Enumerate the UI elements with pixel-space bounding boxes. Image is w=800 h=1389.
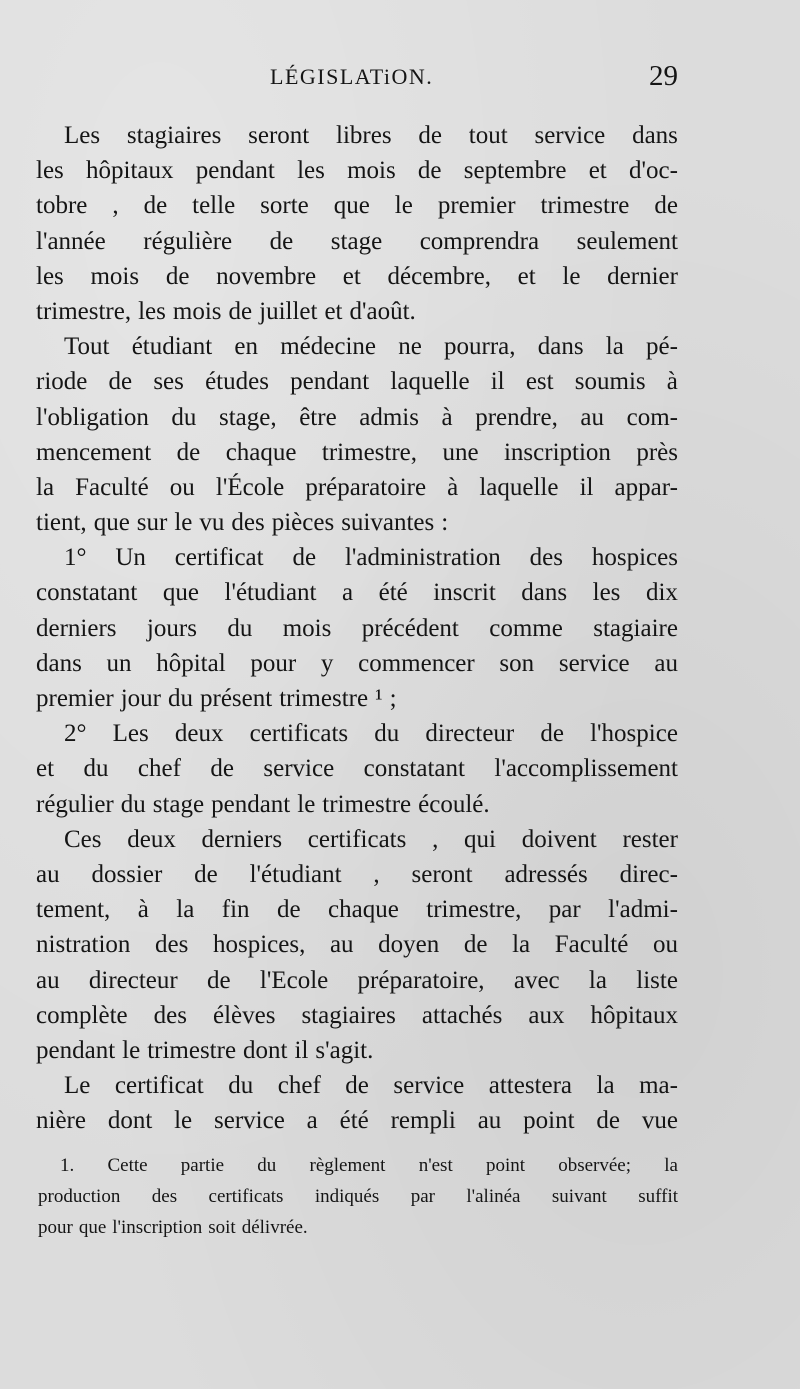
word: les xyxy=(36,262,64,290)
word: liste xyxy=(636,966,678,994)
word: pendant xyxy=(36,1036,116,1064)
word: ses xyxy=(153,368,184,396)
word: pour xyxy=(250,649,297,677)
word: études xyxy=(205,368,269,396)
word: d'août. xyxy=(349,297,416,325)
word: Tout xyxy=(64,333,110,361)
word: à xyxy=(666,368,678,396)
word: l'inscription xyxy=(112,1217,203,1238)
word: la xyxy=(605,333,624,361)
text-line xyxy=(36,751,678,786)
word: ne xyxy=(398,333,422,361)
word: production xyxy=(38,1186,121,1207)
word: 1° xyxy=(64,544,87,572)
word: service xyxy=(534,122,606,149)
word: certificat xyxy=(114,1072,204,1100)
word: au xyxy=(36,860,60,888)
word: inscription xyxy=(503,438,611,466)
word: son xyxy=(499,649,535,677)
word: Le xyxy=(64,1072,91,1100)
word: comme xyxy=(489,614,563,642)
word: premier xyxy=(437,192,516,220)
word: tout xyxy=(468,122,508,149)
word: : xyxy=(441,509,449,537)
word: deux xyxy=(127,825,176,853)
word: dans xyxy=(537,333,584,361)
word: été xyxy=(378,579,408,607)
word: des xyxy=(151,1186,178,1207)
word: le xyxy=(394,192,413,220)
word: a xyxy=(306,1107,318,1135)
word: précédent xyxy=(361,614,459,642)
word: de xyxy=(194,860,218,888)
word: point xyxy=(485,1155,525,1176)
word: partie xyxy=(180,1155,225,1176)
text-line xyxy=(36,575,678,610)
word: le xyxy=(174,509,193,537)
word: est xyxy=(525,368,554,396)
word: com- xyxy=(626,403,678,431)
word: vu xyxy=(199,509,225,537)
word: à xyxy=(441,403,453,431)
text-line xyxy=(36,857,678,892)
word: premier xyxy=(36,685,114,712)
word: pé- xyxy=(646,333,678,361)
text-line xyxy=(36,681,678,716)
word: doyen xyxy=(378,931,440,959)
word: derniers xyxy=(36,614,117,642)
word: rester xyxy=(622,825,678,853)
running-head xyxy=(38,62,678,96)
word: de xyxy=(345,1072,369,1100)
word: nistration xyxy=(36,931,131,959)
word: de xyxy=(269,227,294,255)
word: l'obligation xyxy=(36,403,149,431)
word: régulière xyxy=(143,227,233,255)
word: chaque xyxy=(225,438,297,466)
word: inscrit xyxy=(433,579,496,607)
word: il xyxy=(490,368,505,396)
word: , xyxy=(112,192,119,220)
word: aux xyxy=(528,1001,565,1029)
text-line xyxy=(36,1033,678,1068)
word: riode xyxy=(36,368,88,396)
word: laquelle xyxy=(479,473,559,501)
word: du xyxy=(257,1155,277,1176)
word: soumis xyxy=(574,368,646,396)
word: que xyxy=(333,192,370,220)
word: trimestre, xyxy=(36,297,132,325)
word: rempli xyxy=(390,1107,456,1135)
word: 2° xyxy=(64,720,87,748)
footnote-line xyxy=(38,1212,678,1243)
word: hôpitaux xyxy=(86,157,174,185)
word: a xyxy=(342,579,354,607)
word: Ces xyxy=(64,825,102,853)
word: service xyxy=(214,1107,285,1135)
word: certificats xyxy=(307,825,407,853)
word: telle xyxy=(192,192,236,220)
word: y xyxy=(320,649,334,677)
word: avec xyxy=(513,966,560,994)
word: , xyxy=(432,825,439,853)
word: commencer xyxy=(358,649,475,677)
word: au xyxy=(477,1107,502,1135)
word: écoulé. xyxy=(418,790,490,818)
word: 1. xyxy=(60,1155,75,1176)
word: jours xyxy=(146,614,197,642)
footnote xyxy=(38,1150,678,1243)
word: comprendra xyxy=(419,227,540,255)
word: du xyxy=(168,685,194,712)
word: l'Ecole xyxy=(259,966,329,994)
word: de xyxy=(463,931,488,959)
word: dix xyxy=(645,579,678,607)
word: stagiaire xyxy=(593,614,678,642)
word: suivantes xyxy=(341,509,435,537)
footnote-line xyxy=(38,1181,678,1212)
word: jour xyxy=(120,685,162,712)
word: étudiant xyxy=(131,333,213,361)
word: l'administration xyxy=(344,544,501,572)
text-line xyxy=(36,822,678,857)
word: seulement xyxy=(576,227,678,255)
word: élèves xyxy=(212,1001,276,1029)
word: d'oc- xyxy=(628,157,678,185)
word: stage xyxy=(330,227,383,255)
word: délivrée. xyxy=(241,1217,308,1238)
text-line xyxy=(36,400,678,435)
word: du xyxy=(120,790,146,818)
word: préparatoire, xyxy=(357,966,485,994)
word: un xyxy=(106,649,132,677)
word: il xyxy=(294,1036,309,1064)
word: qui xyxy=(464,825,496,853)
word: hospices xyxy=(591,544,678,572)
word: attachés xyxy=(421,1001,503,1029)
word: mois xyxy=(282,614,332,642)
word: du xyxy=(374,720,400,748)
word: pendant xyxy=(195,157,275,185)
text-line xyxy=(36,435,678,470)
word: trimestre xyxy=(147,1036,237,1064)
word: présent xyxy=(200,685,273,712)
word: mois xyxy=(347,157,396,185)
word: ma- xyxy=(639,1072,678,1100)
word: médecine xyxy=(280,333,377,361)
word: admis xyxy=(359,403,419,431)
word: Les xyxy=(64,122,101,149)
word: la xyxy=(664,1155,678,1176)
word: la xyxy=(588,966,607,994)
word: deux xyxy=(174,720,224,748)
word: et xyxy=(324,297,343,325)
text-line xyxy=(36,153,678,188)
word: suffit xyxy=(638,1186,678,1207)
word: été xyxy=(339,1107,369,1135)
word: adressés xyxy=(504,860,588,888)
word: au xyxy=(580,403,605,431)
word: derniers xyxy=(201,825,283,853)
word: en xyxy=(234,333,259,361)
word: seront xyxy=(411,860,473,888)
text-line xyxy=(36,470,678,505)
running-title: LÉGISLATiON. xyxy=(270,64,434,89)
word: suivant xyxy=(551,1186,607,1207)
word: trimestre xyxy=(279,685,369,712)
word: pourra, xyxy=(444,333,516,361)
body-text xyxy=(36,118,678,1138)
word: et xyxy=(517,262,536,290)
word: dans xyxy=(521,579,568,607)
word: les xyxy=(138,297,166,325)
word: vue xyxy=(641,1107,678,1135)
word: l'accomplissement xyxy=(494,755,678,783)
word: ¹ xyxy=(375,685,383,712)
word: le xyxy=(174,1107,193,1135)
word: de xyxy=(417,157,442,185)
word: les xyxy=(592,579,621,607)
word: des xyxy=(529,544,563,572)
word: l'École xyxy=(215,473,285,501)
text-line xyxy=(36,259,678,294)
text-line xyxy=(36,364,678,399)
word: constatant xyxy=(36,579,138,607)
word: règlement xyxy=(309,1155,386,1176)
word: et xyxy=(342,262,361,290)
word: dans xyxy=(632,122,678,149)
word: nière xyxy=(36,1107,86,1135)
word: point xyxy=(523,1107,575,1135)
page-number: 29 xyxy=(649,60,678,92)
word: par xyxy=(548,896,581,924)
text-line xyxy=(36,1103,678,1138)
word: hôpitaux xyxy=(590,1001,678,1029)
word: de xyxy=(207,966,231,994)
word: de xyxy=(108,368,133,396)
word: juillet xyxy=(259,297,318,325)
word: certificats xyxy=(208,1186,284,1207)
word: de xyxy=(165,262,190,290)
word: dossier xyxy=(91,860,163,888)
word: de xyxy=(176,438,201,466)
word: pièces xyxy=(271,509,335,537)
word: certificats xyxy=(249,720,349,748)
word: dernier xyxy=(607,262,678,290)
text-line xyxy=(36,963,678,998)
word: trimestre, xyxy=(321,438,418,466)
text-line xyxy=(36,1068,678,1103)
word: l'étudiant xyxy=(249,860,342,888)
word: la xyxy=(176,896,195,924)
word: Faculté xyxy=(75,473,149,501)
word: du xyxy=(171,403,197,431)
word: la xyxy=(596,1072,615,1100)
word: observée; xyxy=(558,1155,632,1176)
word: et xyxy=(588,157,607,185)
word: stagiaires xyxy=(301,1001,396,1029)
word: service xyxy=(393,1072,465,1100)
word: dans xyxy=(36,649,82,677)
word: hôpital xyxy=(156,649,226,677)
word: , xyxy=(373,860,380,888)
word: Les xyxy=(112,720,149,748)
word: être xyxy=(299,403,337,431)
word: mois xyxy=(90,262,140,290)
text-line xyxy=(36,787,678,822)
word: près xyxy=(636,438,678,466)
word: chef xyxy=(277,1072,321,1100)
text-line xyxy=(36,329,678,364)
word: mencement xyxy=(36,438,152,466)
word: de xyxy=(210,755,234,783)
word: stagiaires xyxy=(126,122,222,149)
word: mois xyxy=(172,297,222,325)
word: complète xyxy=(36,1001,128,1029)
word: stage xyxy=(152,790,205,818)
word: s'agit. xyxy=(315,1036,374,1064)
word: septembre xyxy=(463,157,567,185)
text-line xyxy=(36,540,678,575)
word: les xyxy=(36,157,64,185)
word: sur xyxy=(136,509,168,537)
word: libres xyxy=(336,122,392,149)
word: chaque xyxy=(328,896,399,924)
word: ; xyxy=(389,685,397,712)
text-line xyxy=(36,716,678,751)
word: novembre xyxy=(216,262,317,290)
word: trimestre xyxy=(322,790,412,818)
word: une xyxy=(442,438,479,466)
word: du xyxy=(227,614,253,642)
word: que xyxy=(78,1217,107,1238)
word: trimestre, xyxy=(426,896,522,924)
text-line xyxy=(36,892,678,927)
text-line xyxy=(36,646,678,681)
word: de xyxy=(654,192,678,220)
text-line xyxy=(36,294,678,329)
word: Cette xyxy=(107,1155,148,1176)
word: à xyxy=(447,473,459,501)
word: tient, xyxy=(36,509,87,537)
word: au xyxy=(654,649,678,677)
text-line xyxy=(36,998,678,1033)
footnote-line xyxy=(38,1150,678,1181)
word: stage, xyxy=(219,403,277,431)
word: directeur xyxy=(88,966,178,994)
word: les xyxy=(297,157,325,185)
word: laquelle xyxy=(390,368,470,396)
word: Faculté xyxy=(554,931,629,959)
word: sorte xyxy=(260,192,309,220)
word: trimestre xyxy=(540,192,630,220)
word: des xyxy=(155,931,189,959)
word: hospices, xyxy=(212,931,306,959)
word: de xyxy=(276,896,301,924)
word: soit xyxy=(208,1217,236,1238)
word: tobre xyxy=(36,192,88,220)
word: des xyxy=(231,509,265,537)
text-line xyxy=(36,188,678,223)
word: direc- xyxy=(619,860,678,888)
word: la xyxy=(36,473,55,501)
word: l'année xyxy=(36,227,106,255)
word: constatant xyxy=(363,755,465,783)
word: chef xyxy=(137,755,181,783)
text-line xyxy=(36,611,678,646)
word: seront xyxy=(248,122,310,149)
word: du xyxy=(83,755,109,783)
word: prendre, xyxy=(475,403,558,431)
word: pendant xyxy=(290,368,370,396)
text-line xyxy=(36,224,678,259)
word: au xyxy=(36,966,60,994)
word: tement, xyxy=(36,896,111,924)
word: n'est xyxy=(418,1155,453,1176)
word: dont xyxy=(243,1036,288,1064)
word: de xyxy=(143,192,168,220)
word: ou xyxy=(169,473,195,501)
word: ou xyxy=(652,931,678,959)
word: au xyxy=(329,931,354,959)
word: attestera xyxy=(488,1072,573,1100)
word: décembre, xyxy=(387,262,491,290)
word: pour xyxy=(38,1217,73,1238)
word: l'hospice xyxy=(590,720,678,748)
word: régulier xyxy=(36,790,114,818)
word: il xyxy=(579,473,594,501)
word: de xyxy=(418,122,442,149)
word: doivent xyxy=(521,825,597,853)
word: directeur xyxy=(425,720,515,748)
word: pendant xyxy=(211,790,291,818)
word: dont xyxy=(107,1107,153,1135)
word: de xyxy=(228,297,253,325)
word: appar- xyxy=(614,473,678,501)
word: l'alinéa xyxy=(466,1186,521,1207)
word: l'étudiant xyxy=(224,579,317,607)
word: que xyxy=(93,509,130,537)
text-line xyxy=(36,505,678,540)
word: des xyxy=(153,1001,187,1029)
word: Un xyxy=(115,544,146,572)
word: fin xyxy=(221,896,250,924)
word: l'admi- xyxy=(608,896,678,924)
word: du xyxy=(228,1072,254,1100)
text-line xyxy=(36,927,678,962)
word: à xyxy=(137,896,149,924)
word: certificat xyxy=(174,544,264,572)
word: service xyxy=(263,755,335,783)
word: la xyxy=(512,931,531,959)
word: le xyxy=(297,790,316,818)
word: de xyxy=(540,720,564,748)
word: le xyxy=(562,262,581,290)
word: le xyxy=(122,1036,141,1064)
word: par xyxy=(410,1186,435,1207)
word: de xyxy=(596,1107,620,1135)
word: de xyxy=(292,544,317,572)
word: préparatoire xyxy=(305,473,427,501)
word: indiqués xyxy=(314,1186,380,1207)
word: service xyxy=(558,649,630,677)
word: et xyxy=(36,755,55,783)
text-line xyxy=(36,118,678,153)
word: que xyxy=(162,579,199,607)
